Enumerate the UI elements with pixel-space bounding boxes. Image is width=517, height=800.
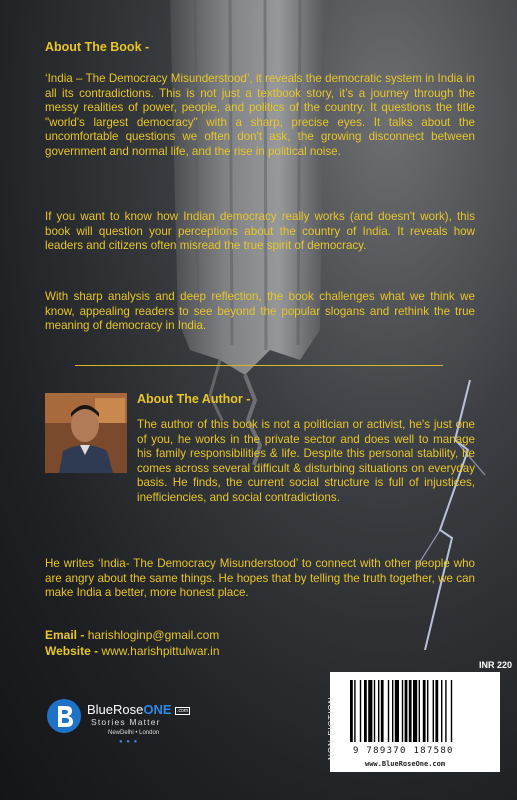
section-divider [75, 365, 443, 366]
about-author-paragraph-1a [137, 418, 475, 506]
email-label: Email - [45, 628, 88, 642]
about-author-paragraph-1: The author of this book is not a politician or activist, he's just one of you, he works in the private sector and does well to manage his family responsibilities & life. Despite this personal stability, he comes across several difficult & disturbing situations on everyday basis. He finds, the current social structure is full of injustices, inefficiencies, and social contradictions. [137, 418, 475, 504]
isbn-barcode [350, 680, 490, 744]
barcode-area [330, 672, 500, 772]
about-book-paragraph-2: If you want to know how Indian democracy really works (and doesn't work), this book will question your perceptions about the country of India. It reveals how leaders and citizens often misread the true spirit of democracy. [45, 210, 475, 253]
author-photo [45, 393, 127, 473]
about-book-heading: About The Book - [45, 40, 150, 54]
publisher-name-b: ONE [143, 702, 172, 717]
publisher-tagline: Stories Matter [91, 717, 161, 727]
price-label: INR 220 [479, 660, 513, 670]
publisher-logo [46, 696, 226, 776]
email-line [45, 628, 219, 642]
social-icons: ● ● ● [119, 739, 139, 745]
about-author-paragraph-2: He writes ‘India- The Democracy Misunderstood’ to connect with other people who are angry about the same things. He hopes that by telling the truth together, we can make India a better, more honest place. [45, 557, 475, 600]
website-line [45, 644, 220, 658]
publisher-website: www.BlueRoseOne.com [365, 760, 446, 768]
website-link[interactable]: www.harishpittulwar.in [101, 644, 220, 658]
publisher-name-a: BlueRose [87, 702, 144, 717]
publisher-dotcom: .com [177, 707, 189, 714]
email-address[interactable]: harishloginp@gmail.com [87, 628, 220, 642]
isbn-digits: 9 789370 187580 [353, 746, 454, 756]
website-label: Website - [45, 644, 102, 658]
about-author-heading: About The Author - [137, 392, 251, 406]
bluerose-b-icon [46, 698, 82, 734]
about-book-paragraph-1: ‘India – The Democracy Misunderstood’, it reveals the democratic system in India in all its contradictions. This is not just a textbook story, it’s a journey through the messy realities of power, people, and politics of the country. It questions the title "world's largest democracy" with a sharp, precise eyes. It talks about the uncomfortable questions we often don't ask, the growing disconnect between government and normal life, and the rise in political noise. [45, 72, 475, 158]
about-book-paragraph-3: With sharp analysis and deep reflection, the book challenges what we think we know, appealing readers to see beyond the popular slogans and rethink the true meaning of democracy in India. [45, 290, 475, 333]
category-label: NON-FICTION [327, 696, 336, 760]
publisher-cities: NewDelhi • London [108, 730, 160, 736]
